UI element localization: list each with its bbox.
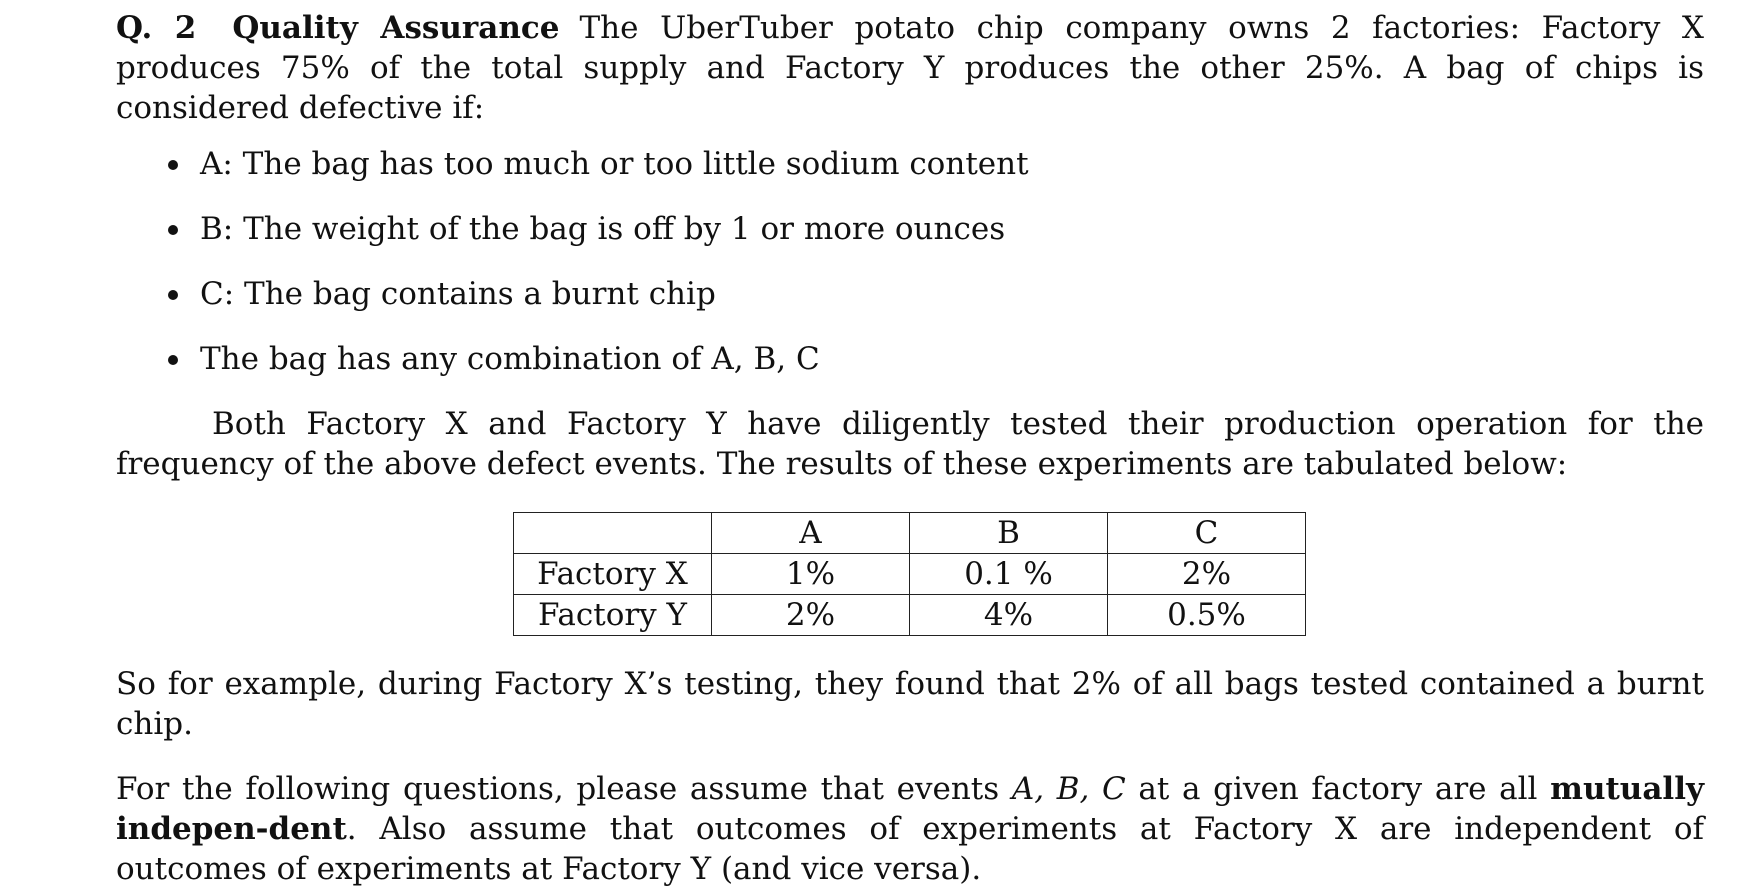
row-label: Factory X	[514, 554, 712, 595]
defect-item-a	[116, 144, 1704, 209]
table-header-cell: B	[910, 513, 1108, 554]
defect-item-text: C: The bag contains a burnt chip	[200, 276, 716, 312]
question-intro-paragraph	[116, 8, 1704, 128]
table-cell: 0.1 %	[910, 554, 1108, 595]
table-header-cell: A	[712, 513, 910, 554]
results-table-wrapper	[513, 512, 1704, 636]
document-page	[116, 8, 1704, 889]
bullet-icon	[168, 160, 178, 170]
bullet-icon	[168, 225, 178, 235]
row-label: Factory Y	[514, 595, 712, 636]
question-number: Q. 2	[116, 10, 197, 46]
example-paragraph: So for example, during Factory X’s testing, they found that 2% of all bags tested contained a burnt chip.	[116, 666, 1704, 742]
results-table	[513, 512, 1306, 636]
question-title: Quality Assurance	[232, 10, 560, 46]
defect-item-combination	[116, 339, 1704, 404]
defect-item-c	[116, 274, 1704, 339]
assumption-bold-term: mutually indepen-dent	[116, 771, 1704, 847]
assumption-events: A, B, C	[1011, 771, 1126, 807]
table-cell: 2%	[712, 595, 910, 636]
table-header-row	[514, 513, 1306, 554]
defect-item-text: The bag has any combination of A, B, C	[200, 341, 820, 377]
defect-item-b	[116, 209, 1704, 274]
defect-item-text: A: The bag has too much or too little sodium content	[200, 146, 1029, 182]
assumption-text-part3: . Also assume that outcomes of experiments at Factory X are independent of outcomes of experiments at Factory Y (and vice versa).	[116, 811, 1704, 887]
assumption-paragraph	[116, 769, 1704, 889]
table-cell: 4%	[910, 595, 1108, 636]
assumption-text-part2: at a given factory are all	[1125, 771, 1551, 807]
assumption-text-part1: For the following questions, please assume that events	[116, 771, 1012, 807]
table-header-cell	[514, 513, 712, 554]
table-cell: 2%	[1108, 554, 1306, 595]
defect-list	[116, 144, 1704, 404]
table-row	[514, 595, 1306, 636]
bullet-icon	[168, 355, 178, 365]
question-intro-text: The UberTuber potato chip company owns 2 factories: Factory X produces 75% of the total supply and Factory Y produces the other 25%. A bag of chips is considered defective if:	[116, 10, 1704, 126]
table-row	[514, 554, 1306, 595]
testing-paragraph: Both Factory X and Factory Y have diligently tested their production operation for the frequency of the above defect events. The results of these experiments are tabulated below:	[116, 406, 1704, 482]
defect-item-text: B: The weight of the bag is off by 1 or more ounces	[200, 211, 1006, 247]
table-cell: 0.5%	[1108, 595, 1306, 636]
table-cell: 1%	[712, 554, 910, 595]
table-header-cell: C	[1108, 513, 1306, 554]
bullet-icon	[168, 290, 178, 300]
